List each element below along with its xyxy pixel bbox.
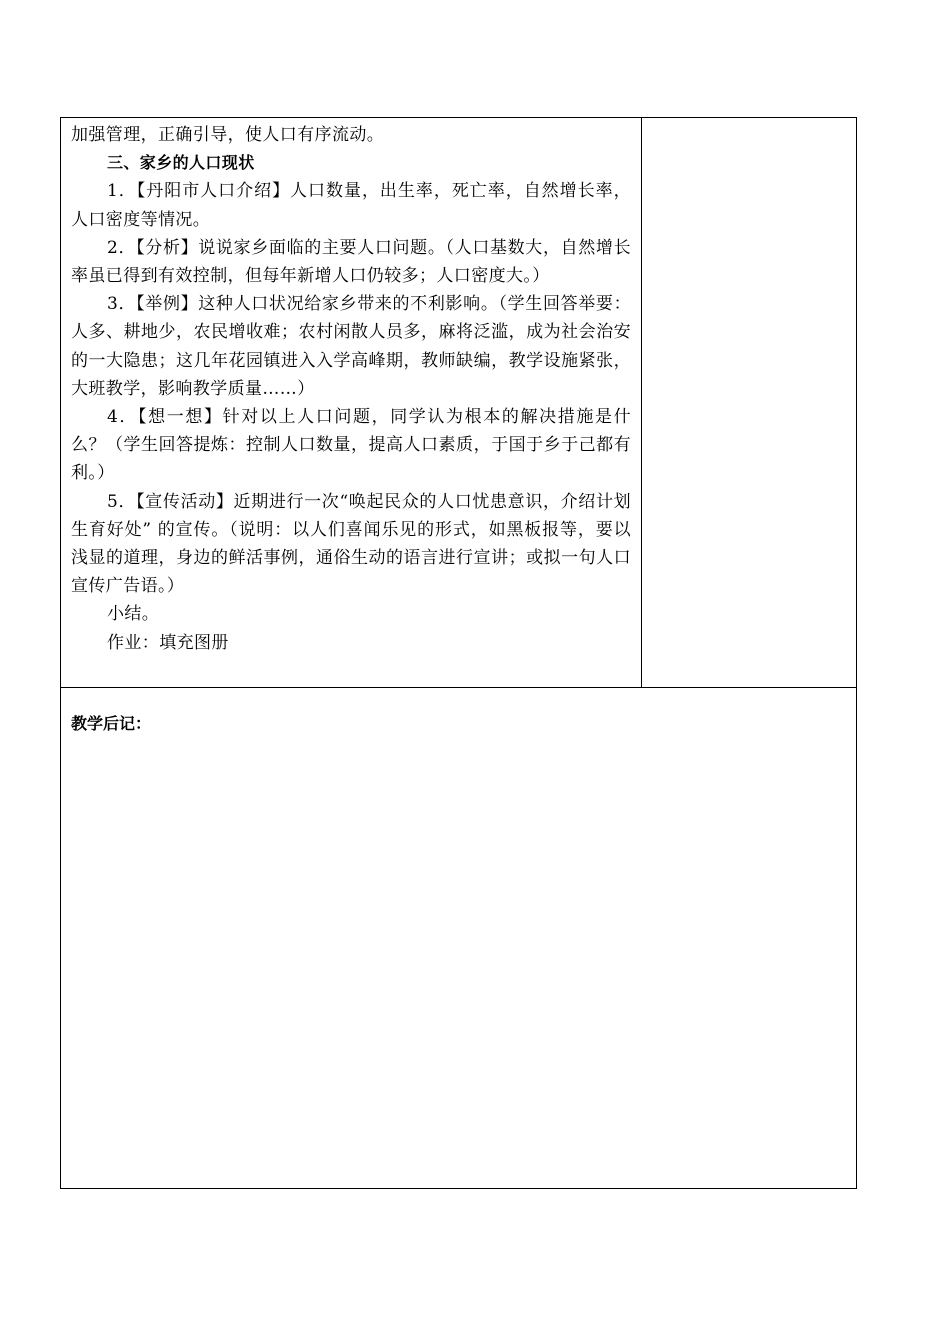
paragraph-item-1: 1．【丹阳市人口介绍】人口数量，出生率，死亡率，自然增长率，人口密度等情况。 — [71, 181, 631, 230]
lesson-plan-table — [60, 117, 857, 1189]
section-heading: 三、家乡的人口现状 — [107, 153, 255, 173]
paragraph-item-2: 2．【分析】说说家乡面临的主要人口问题。（人口基数大，自然增长率虽已得到有效控制，但每年新增人口仍较多；人口密度大。） — [71, 237, 631, 287]
paragraph-migration: 加强管理，正确引导，使人口有序流动。 — [71, 125, 385, 145]
lesson-content-row — [61, 118, 856, 688]
teaching-notes-label: 教学后记： — [71, 714, 152, 733]
lesson-content-cell — [61, 118, 642, 687]
teaching-notes-row — [61, 688, 856, 1188]
paragraph-item-4: 4．【想一想】针对以上人口问题，同学认为根本的解决措施是什么？（学生回答提炼：控制人口数量，提高人口素质，于国于乡于己都有利。） — [71, 407, 631, 484]
side-notes-cell — [642, 118, 856, 687]
paragraph-homework: 作业：填充图册 — [107, 632, 229, 653]
paragraph-summary: 小结。 — [107, 604, 160, 625]
paragraph-item-3: 3．【举例】这种人口状况给家乡带来的不利影响。（学生回答举要：人多、耕地少，农民增收难；农村闲散人员多，麻将泛滥，成为社会治安的一大隐患；这几年花园镇进入入学高峰期，教师缺编，教学设施紧张，大班教学，影响教学质量……） — [71, 294, 631, 399]
paragraph-item-5: 5．【宣传活动】近期进行一次“唤起民众的人口忧患意识，介绍计划生育好处” 的宣传。（说明：以人们喜闻乐见的形式，如黑板报等，要以浅显的道理，身边的鲜活事例，通俗生动的语言进行宣讲；或拟一句人口宣传广告语。） — [71, 491, 631, 597]
